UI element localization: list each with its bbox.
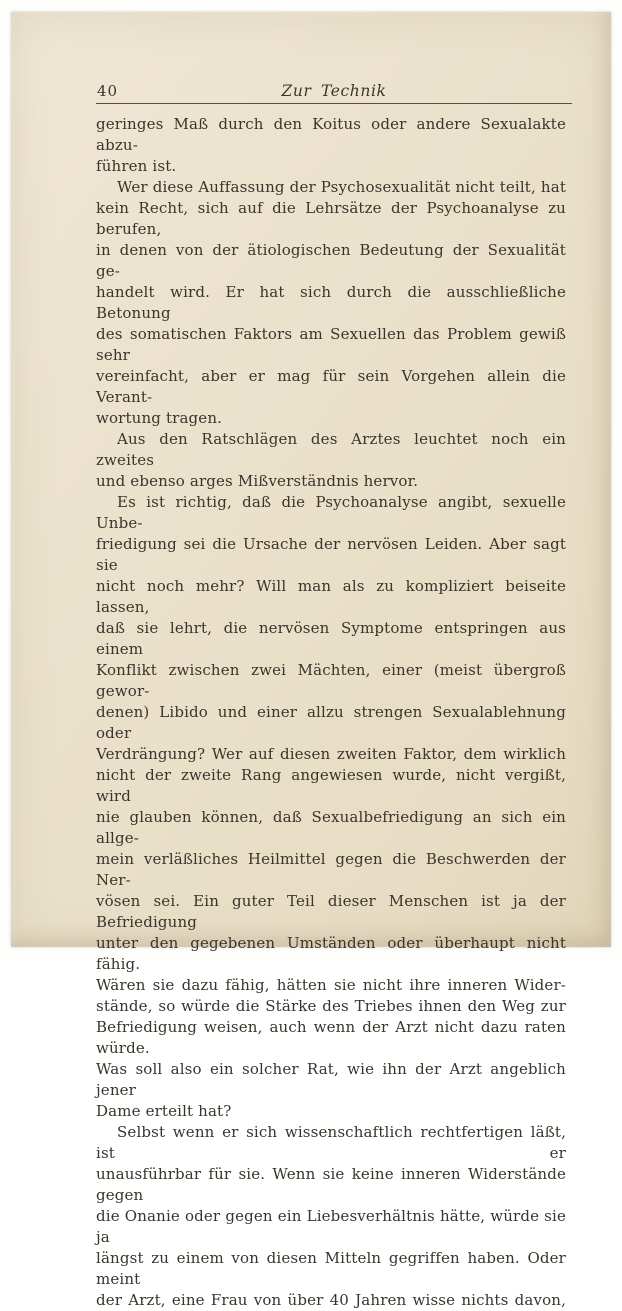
page-header bbox=[96, 82, 572, 104]
text-line: stände, so würde die Stärke des Triebes ihnen den Weg zur bbox=[96, 997, 566, 1015]
text-line: Selbst wenn er sich wissenschaftlich rechtfertigen läßt, ist er bbox=[96, 1123, 566, 1162]
text-line: Befriedigung weisen, auch wenn der Arzt nicht dazu raten würde. bbox=[96, 1018, 566, 1057]
page-number: 40 bbox=[97, 82, 119, 100]
text-line: in denen von der ätiologischen Bedeutung der Sexualität ge- bbox=[96, 241, 566, 280]
text-line: unter den gegebenen Umständen oder überhaupt nicht fähig. bbox=[96, 934, 566, 973]
text-line: handelt wird. Er hat sich durch die ausschließliche Betonung bbox=[96, 283, 566, 322]
text-line: vereinfacht, aber er mag für sein Vorgehen allein die Verant- bbox=[96, 367, 566, 406]
text-line: kein Recht, sich auf die Lehrsätze der Psychoanalyse zu berufen, bbox=[96, 199, 566, 238]
text-line: der Arzt, eine Frau von über 40 Jahren wisse nichts davon, bbox=[96, 1291, 566, 1309]
text-line: die Onanie oder gegen ein Liebesverhältnis hätte, würde sie ja bbox=[96, 1207, 566, 1246]
running-title: Zur Technik bbox=[281, 82, 387, 100]
text-line: friedigung sei die Ursache der nervösen Leiden. Aber sagt sie bbox=[96, 535, 566, 574]
text-line: daß sie lehrt, die nervösen Symptome entspringen aus einem bbox=[96, 619, 566, 658]
text-line: führen ist. bbox=[96, 157, 177, 175]
text-line: nicht noch mehr? Will man als zu kompliziert beiseite lassen, bbox=[96, 577, 566, 616]
text-line: unausführbar für sie. Wenn sie keine inneren Widerstände gegen bbox=[96, 1165, 566, 1204]
text-line: Es ist richtig, daß die Psychoanalyse angibt, sexuelle Unbe- bbox=[96, 493, 566, 532]
text-line: Konflikt zwischen zwei Mächten, einer (meist übergroß gewor- bbox=[96, 661, 566, 700]
page-body-text bbox=[96, 114, 566, 1311]
text-line: Was soll also ein solcher Rat, wie ihn der Arzt angeblich jener bbox=[96, 1060, 566, 1099]
text-line: des somatischen Faktors am Sexuellen das Problem gewiß sehr bbox=[96, 325, 566, 364]
text-line: mein verläßliches Heilmittel gegen die Beschwerden der Ner- bbox=[96, 850, 566, 889]
text-line: nicht der zweite Rang angewiesen wurde, nicht vergißt, wird bbox=[96, 766, 566, 805]
text-line: Wer diese Auffassung der Psychosexualität nicht teilt, hat bbox=[117, 178, 566, 196]
text-line: nie glauben können, daß Sexualbefriedigung an sich ein allge- bbox=[96, 808, 566, 847]
text-line: längst zu einem von diesen Mitteln gegriffen haben. Oder meint bbox=[96, 1249, 566, 1288]
text-line: Aus den Ratschlägen des Arztes leuchtet noch ein zweites bbox=[96, 430, 566, 469]
text-line: denen) Libido und einer allzu strengen Sexualablehnung oder bbox=[96, 703, 566, 742]
text-line: Wären sie dazu fähig, hätten sie nicht ihre inneren Wider- bbox=[96, 976, 566, 994]
text-line: geringes Maß durch den Koitus oder andere Sexualakte abzu- bbox=[96, 115, 566, 154]
scanned-page bbox=[11, 12, 611, 1309]
text-line: Dame erteilt hat? bbox=[96, 1102, 232, 1120]
text-line: wortung tragen. bbox=[96, 409, 223, 427]
text-line: und ebenso arges Mißverständnis hervor. bbox=[96, 472, 419, 490]
text-line: Verdrängung? Wer auf diesen zweiten Faktor, dem wirklich bbox=[96, 745, 566, 763]
text-line: vösen sei. Ein guter Teil dieser Menschen ist ja der Befriedigung bbox=[96, 892, 566, 931]
